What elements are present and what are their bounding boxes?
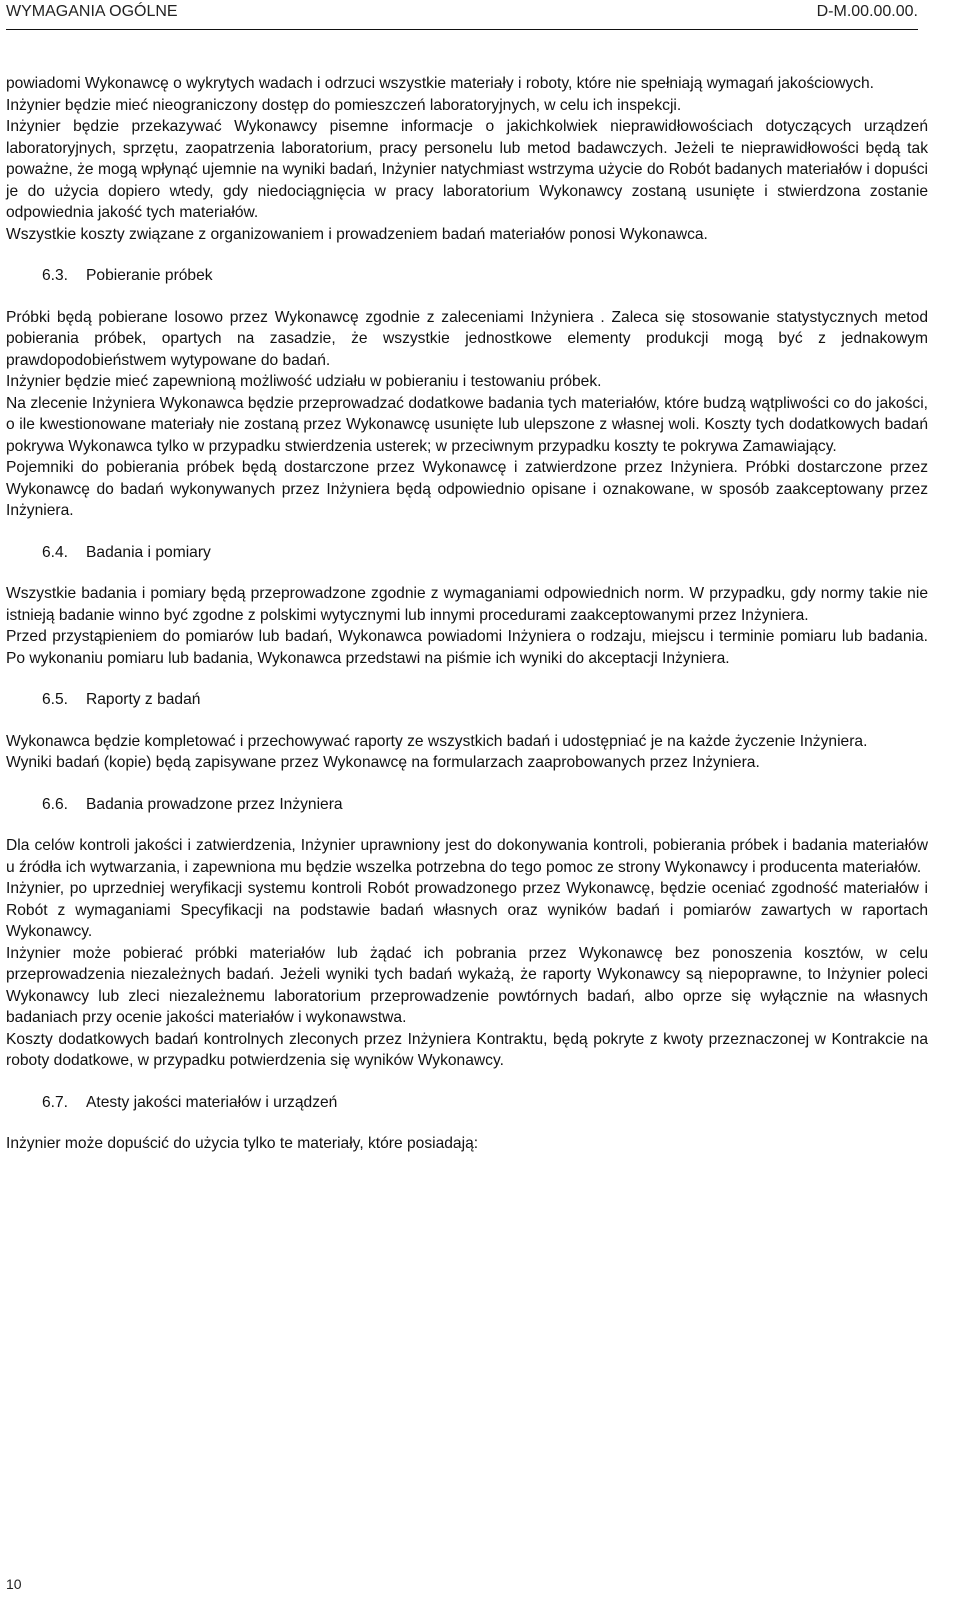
- section-title: Raporty z badań: [86, 691, 201, 708]
- section-heading: [42, 542, 928, 564]
- paragraph: Inżynier może dopuścić do użycia tylko te materiały, które posiadają:: [6, 1135, 479, 1152]
- paragraph: Inżynier będzie mieć nieograniczony dostęp do pomieszczeń laboratoryjnych, w celu ich inspekcji.: [6, 96, 682, 114]
- section-heading: [42, 1092, 928, 1114]
- paragraph: Inżynier będzie mieć zapewnioną możliwość udziału w pobieraniu i testowaniu próbek.: [6, 373, 602, 390]
- paragraph: Dla celów kontroli jakości i zatwierdzenia, Inżynier uprawniony jest do dokonywania kontroli, pobierania próbek i badania materiałów u źródła ich wytwarzania, i zapewniona mu będzie wszelka potrzebna do tego pomoc ze strony Wykonawcy i producenta materiałów.: [6, 837, 928, 876]
- header-document-code: D-M.00.00.00.: [816, 3, 918, 20]
- paragraph: Pojemniki do pobierania próbek będą dostarczone przez Wykonawcę i zatwierdzone przez Inżyniera. Próbki dostarczone przez Wykonawcę do badań wykonywanych przez Inżyniera będą odpowiednio opisane i oznakowane, w sposób zaakceptowany przez Inżyniera.: [6, 459, 928, 519]
- section-heading: [42, 794, 928, 816]
- paragraph: Przed przystąpieniem do pomiarów lub badań, Wykonawca powiadomi Inżyniera o rodzaju, miejscu i terminie pomiaru lub badania. Po wykonaniu pomiaru lub badania, Wykonawca przedstawi na piśmie ich wyniki do akceptacji Inżyniera.: [6, 628, 928, 667]
- paragraph: Wykonawca będzie kompletować i przechowywać raporty ze wszystkich badań i udostępniać je na każde życzenie Inżyniera.: [6, 732, 868, 750]
- paragraph: Inżynier będzie przekazywać Wykonawcy pisemne informacje o jakichkolwiek nieprawidłowościach dotyczących urządzeń laboratoryjnych, sprzętu, zaopatrzenia laboratorium, pracy personelu lub metod badawczych. Jeżeli te nieprawidłowości będą tak poważne, że mogą wpłynąć ujemnie na wyniki badań, Inżynier natychmiast wstrzyma użycie do Robót badanych materiałów i dopuści je do użycia dopiero wtedy, gdy niedociągnięcia w pracy laboratorium Wykonawcy zostaną usunięte i stwierdzona zostanie odpowiednia jakość tych materiałów.: [6, 118, 928, 221]
- paragraph: Koszty dodatkowych badań kontrolnych zleconych przez Inżyniera Kontraktu, będą pokryte z kwoty przeznaczonej w Kontrakcie na roboty dodatkowe, w przypadku potwierdzenia się wyników Wykonawcy.: [6, 1030, 928, 1069]
- paragraph: Wyniki badań (kopie) będą zapisywane przez Wykonawcę na formularzach zaaprobowanych przez Inżyniera.: [6, 754, 760, 771]
- section-title: Badania prowadzone przez Inżyniera: [86, 795, 343, 813]
- paragraph: Inżynier może pobierać próbki materiałów lub żądać ich pobrania przez Wykonawcę bez ponoszenia kosztów, w celu przeprowadzenia niezależnych badań. Jeżeli wyniki tych badań wykażą, że raporty Wykonawcy są niepoprawne, to Inżynier poleci Wykonawcy lub zleci niezależnemu laboratorium przeprowadzenie powtórnych badań, albo oprze się wyłącznie na własnych badaniach przy ocenie jakości materiałów i wykonawstwa.: [6, 944, 928, 1026]
- section-title: Pobieranie próbek: [86, 267, 213, 284]
- page-number: 10: [6, 1576, 22, 1592]
- section-number: 6.6.: [42, 795, 69, 813]
- paragraph: Próbki będą pobierane losowo przez Wykonawcę zgodnie z zaleceniami Inżyniera . Zaleca się stosowanie statystycznych metod pobierania próbek, opartych na zasadzie, że wszystkie jednostkowe elementy produkcji mogą być z jednakowym prawdopodobieństwem wytypowane do badań.: [6, 308, 928, 369]
- paragraph: Wszystkie koszty związane z organizowaniem i prowadzeniem badań materiałów ponosi Wykonawca.: [6, 225, 708, 243]
- section-title: Atesty jakości materiałów i urządzeń: [86, 1093, 338, 1111]
- paragraph: Wszystkie badania i pomiary będą przeprowadzone zgodnie z wymaganiami odpowiednich norm. W przypadku, gdy normy takie nie istnieją badanie winno być zgodne z polskimi wytycznymi lub innymi procedurami zaakceptowanymi przez Inżyniera.: [6, 585, 928, 624]
- section-heading: [42, 265, 928, 287]
- paragraph: Na zlecenie Inżyniera Wykonawca będzie przeprowadzać dodatkowe badania tych materiałów, które budzą wątpliwości co do jakości, o ile kwestionowane materiały nie zostaną przez Wykonawcę usunięte lub ulepszone z własnej woli. Koszty tych dodatkowych badań pokrywa Wykonawca tylko w przypadku stwierdzenia usterek; w przeciwnym przypadku koszty te pokrywa Zamawiający.: [6, 394, 928, 455]
- paragraph: Inżynier, po uprzedniej weryfikacji systemu kontroli Robót prowadzonego przez Wykonawcę, będzie oceniać zgodność materiałów i Robót z wymaganiami Specyfikacji na podstawie badań własnych oraz wyników badań i pomiarów zawartych w raportach Wykonawcy.: [6, 880, 928, 940]
- section-number: 6.5.: [42, 691, 69, 708]
- header-divider: [6, 29, 918, 30]
- section-number: 6.7.: [42, 1093, 69, 1111]
- paragraph: powiadomi Wykonawcę o wykrytych wadach i odrzuci wszystkie materiały i roboty, które nie spełniają wymagań jakościowych.: [6, 75, 874, 92]
- header-title: WYMAGANIA OGÓLNE: [6, 3, 178, 20]
- section-number: 6.3.: [42, 267, 69, 284]
- section-heading: [42, 689, 928, 711]
- section-number: 6.4.: [42, 543, 69, 561]
- document-body: [6, 73, 928, 1155]
- page-header: [6, 3, 918, 27]
- section-title: Badania i pomiary: [86, 543, 211, 561]
